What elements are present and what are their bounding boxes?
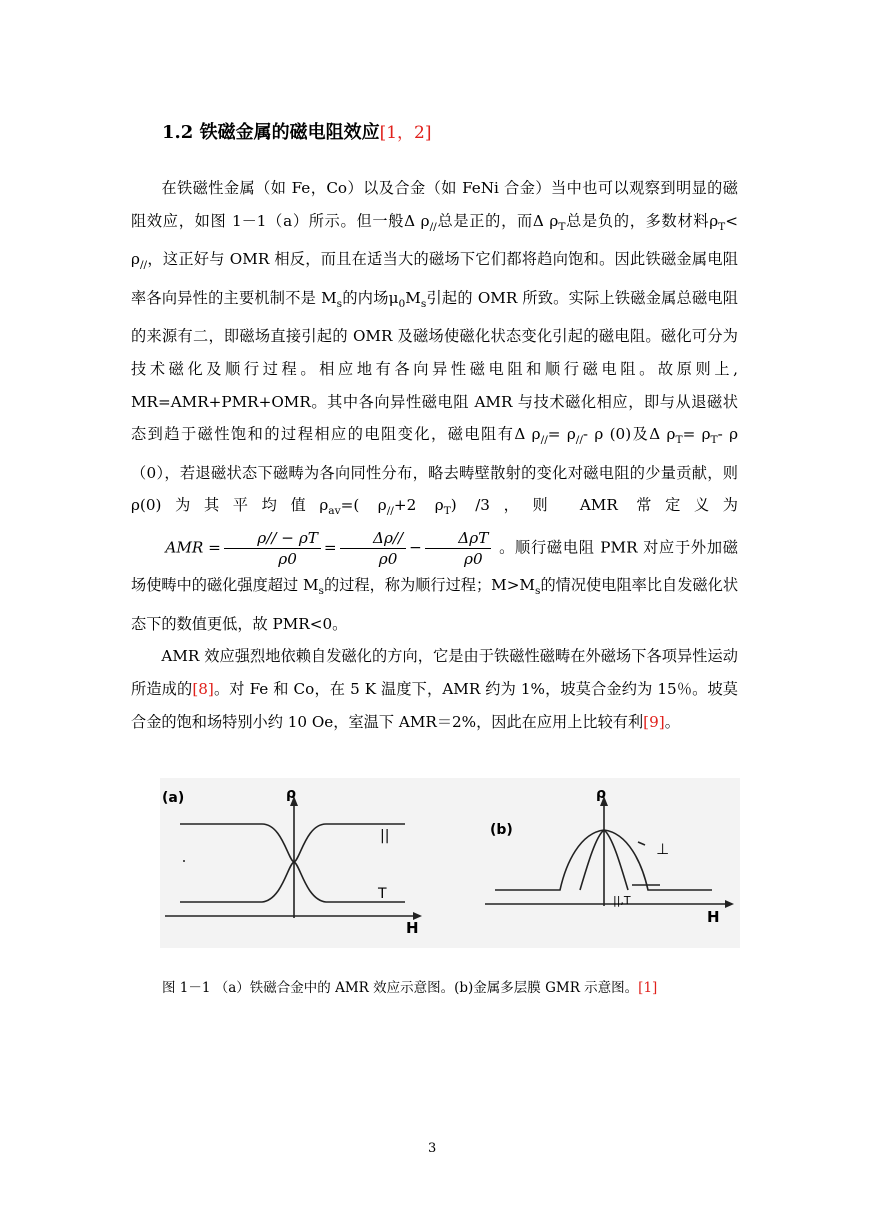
text-run: - ρ (0)及Δ ρ <box>582 425 676 444</box>
subscript: // <box>429 219 437 233</box>
panel-b-label: (b) <box>490 822 513 838</box>
caption-citation[interactable]: [1] <box>638 980 658 996</box>
fraction-numerator: Δρ// <box>340 528 407 549</box>
figure-1-1 <box>160 778 740 948</box>
formula-fraction-1 <box>224 528 321 569</box>
text-run: M <box>405 288 421 307</box>
subscript: // <box>139 258 148 272</box>
formula-minus: − <box>409 538 422 557</box>
paragraph-1 <box>131 172 754 640</box>
fraction-numerator: ΔρT <box>425 528 491 549</box>
fraction-numerator: ρ// − ρT <box>224 528 321 549</box>
text-run: ，这正好与 OMR 相反，而且在适当大的磁场下它们都将趋向饱和。因此铁磁金属电阻率各向异性的主要机制不是 M <box>131 250 738 307</box>
panel-b-h-label: H <box>707 908 720 926</box>
fraction-denominator: ρ0 <box>464 550 483 569</box>
heading-citation[interactable]: [1，2] <box>379 123 432 143</box>
text-run: 的过程，称为顺行过程；M>M <box>324 576 535 595</box>
panel-a-h-label: H <box>406 919 419 937</box>
fraction-denominator: ρ0 <box>278 550 297 569</box>
section-number: 1.2 <box>162 122 194 143</box>
text-run: 的情况使电阻率比自发磁化状态下的数值更低，故 PMR<0。 <box>131 576 739 633</box>
panel-a-dot <box>183 860 185 862</box>
subscript: s <box>420 296 427 310</box>
subscript: T <box>718 219 726 233</box>
text-run: - ρ（0），若退磁状态下磁畴为各向同性分布，略去畴壁散射的变化对磁电阻的少量贡献，则ρ(0)为其平均值ρ <box>131 425 739 515</box>
formula-fraction-3 <box>425 528 491 569</box>
text-run: 。 <box>664 712 680 731</box>
formula-lhs: AMR = <box>165 538 221 557</box>
panel-a-parallel-label: || <box>380 828 390 844</box>
subscript: T <box>443 504 451 518</box>
text-run: 总是正的，而Δ ρ <box>436 211 559 230</box>
section-title: 铁磁金属的磁电阻效应 <box>199 122 380 143</box>
panel-a-label: (a) <box>162 790 185 806</box>
paragraph-2 <box>131 640 738 738</box>
subscript: T <box>710 433 718 447</box>
caption-text: 图 1－1 （a）铁磁合金中的 AMR 效应示意图。(b)金属多层膜 GMR 示意图。 <box>162 980 639 996</box>
subscript: T <box>675 433 683 447</box>
subscript: // <box>540 433 548 447</box>
panel-b-rho-label: ρ <box>596 786 607 802</box>
subscript: s <box>535 584 541 598</box>
subscript: av <box>328 504 341 518</box>
subscript: T <box>558 219 566 233</box>
fraction-denominator: ρ0 <box>378 550 398 569</box>
subscript: 0 <box>398 296 406 310</box>
section-heading <box>162 118 432 144</box>
panel-b-parallel-t-label: ||,T <box>613 894 631 907</box>
page-number: 3 <box>428 1141 437 1156</box>
text-run: = ρ <box>682 425 711 444</box>
figure-caption <box>162 976 657 996</box>
panel-a-rho-label: ρ <box>286 786 297 802</box>
text-run: 总是负的，多数材料ρ <box>565 211 719 230</box>
text-run: =( ρ <box>340 496 387 515</box>
subscript: // <box>386 504 394 518</box>
amr-formula <box>135 528 494 569</box>
text-run: +2 ρ <box>393 496 444 515</box>
text-run: 在铁磁性金属（如 Fe，Co）以及合金（如 FeNi 合金）当中也可以观察到明显的磁阻效应，如图 1－1（a）所示。但一般Δ ρ <box>131 179 738 230</box>
subscript: s <box>318 584 324 598</box>
text-run: = ρ <box>547 425 576 444</box>
formula-fraction-2 <box>340 528 407 569</box>
formula-equals: = <box>323 538 337 557</box>
text-run: < ρ <box>131 211 738 269</box>
text-run: AMR 效应强烈地依赖自发磁化的方向，它是由于铁磁性磁畴在外磁场下各项异性运动所造成的 <box>131 647 738 698</box>
subscript: // <box>575 433 583 447</box>
text-run: 引起的 OMR 所致。实际上铁磁金属总磁电阻的来源有二，即磁场直接引起的 OMR 及磁场使磁化状态变化引起的磁电阻。磁化可分为技术磁化及顺行过程。相应地有各向异性磁电阻和顺行磁电阻。故原则上, MR=AMR+PMR+OMR。其中各向异性磁电阻 AMR 与技术磁化相应，即与从退磁状态到趋于磁性饱和的过程相应的电阻变化，磁电阻有Δ ρ <box>131 288 754 444</box>
body-text <box>131 172 754 738</box>
text-run: 。对 Fe 和 Co，在 5 K 温度下，AMR 约为 1%，坡莫合金约为 15％。坡莫合金的饱和场特别小约 10 Oe，室温下 AMR＝2%，因此在应用上比较有利 <box>131 679 738 731</box>
figure-background <box>160 778 740 948</box>
text-run: 的内场μ <box>342 288 399 307</box>
panel-a-t-label: T <box>378 886 387 902</box>
panel-b-perp-label: ⊥ <box>656 840 670 858</box>
citation-link[interactable]: [9] <box>643 712 665 731</box>
text-run: ) /3，则 AMR 常定义为 <box>450 496 738 515</box>
text-run: 。顺行磁电阻 PMR 对应于外加磁场使畴中的磁化强度超过 M <box>131 538 738 595</box>
subscript: s <box>336 296 343 310</box>
citation-link[interactable]: [8] <box>192 679 214 698</box>
